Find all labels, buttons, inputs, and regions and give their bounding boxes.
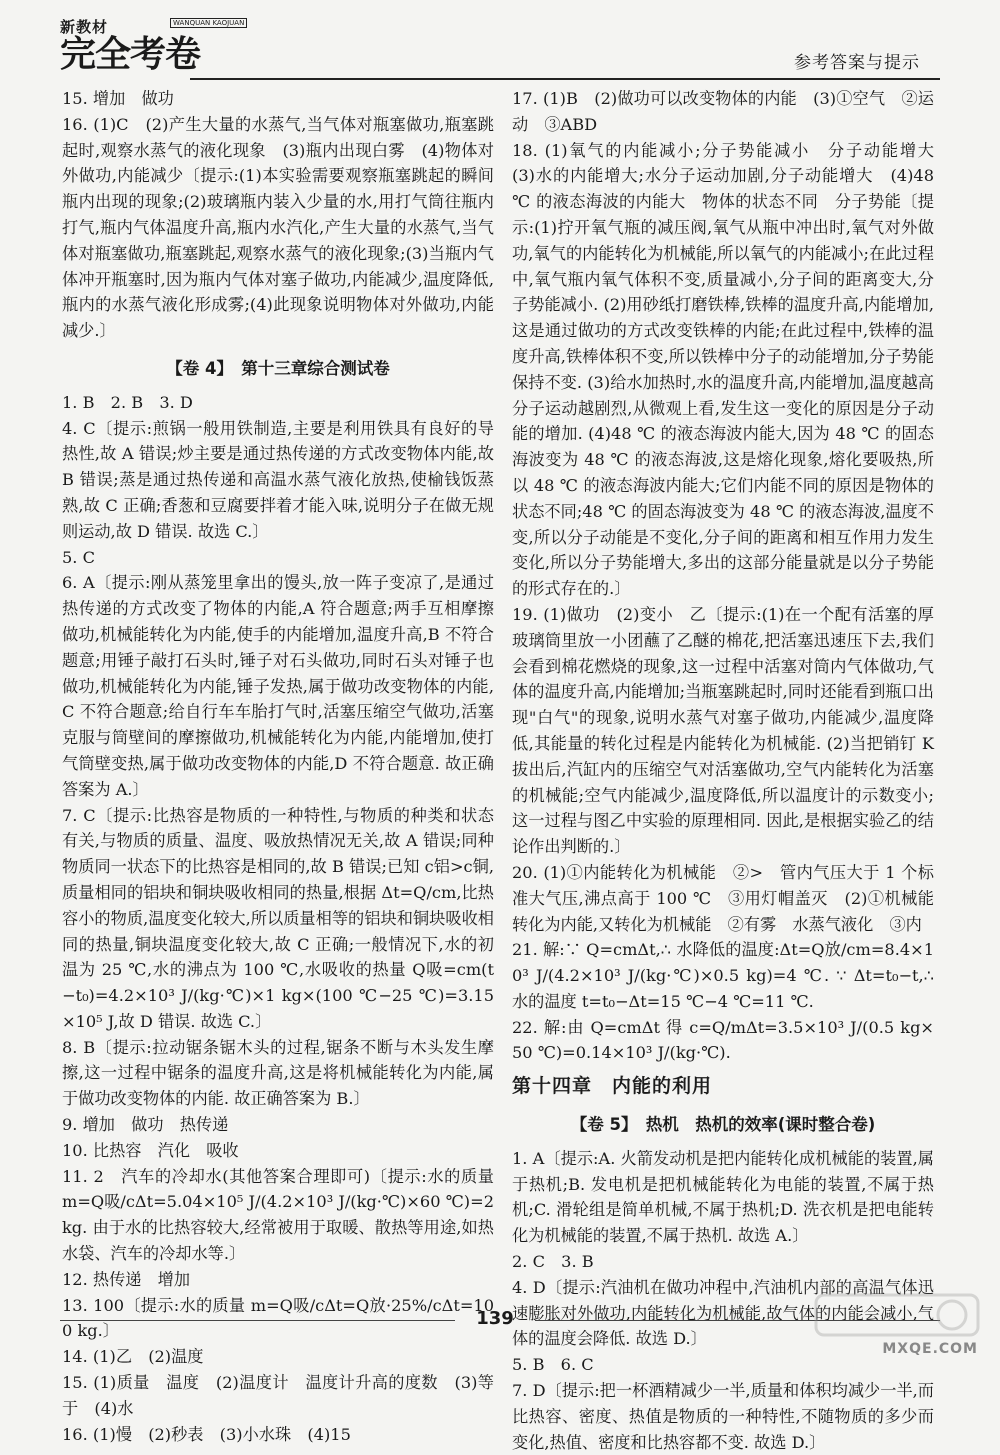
watermark-text: MXQE.COM: [882, 1341, 978, 1357]
answer-item: 7. C〔提示:比热容是物质的一种特性,与物质的种类和状态有关,与物质的质量、温度、吸放热情况无关,故 A 错误;同种物质同一状态下的比热容是相同的,故 B 错误;已知 c铝>c铜,质量相同的铝块和铜块吸收相同的热量,根据 Δt=Q/cm,比热容小的物质,温度变化较大,所以质量相等的铝块和铜块吸收相同的热量,铜块温度变化较大,故 C 正确;一般情况下,水的初温为 25 ℃,水的沸点为 100 ℃,水吸收的热量 Q吸=cm(t−t₀)=4.2×10³ J/(kg·℃)×1 kg×(100 ℃−25 ℃)=3.15×10⁵ J,故 D 错误. 故选 C.〕: [62, 805, 494, 1031]
answer-item: 2. C 3. B: [512, 1252, 594, 1272]
header-divider: [190, 78, 940, 80]
answer-item: 17. (1)B (2)做功可以改变物体的内能 (3)①空气 ②运动 ③ABD: [512, 89, 934, 134]
answer-item: 14. (1)乙 (2)温度: [62, 1347, 204, 1367]
answer-item: 16. (1)C (2)产生大量的水蒸气,当气体对瓶塞做功,瓶塞跳起时,观察水蒸气的液化现象 (3)瓶内出现白雾 (4)物体对外做功,内能减少〔提示:(1)本实验需要观察瓶塞跳起的瞬间瓶内出现的现象;(2)玻璃瓶内装入少量的水,用打气筒往瓶内打气,瓶内气体温度升高,瓶内水汽化,产生大量的水蒸气,当气体对瓶塞做功,瓶塞跳起,观察水蒸气的液化现象;(3)当瓶内气体冲开瓶塞时,因为瓶内气体对塞子做功,内能减少,温度降低,瓶内的水蒸气液化形成雾;(4)此现象说明物体对外做功,内能减少.〕: [62, 114, 494, 341]
answer-item: 4. D〔提示:汽油机在做功冲程中,汽油机内部的高温气体迅速膨胀对外做功,内能转化为机械能,故气体的内能会减小,气体的温度会降低. 故选 D.〕: [512, 1277, 934, 1349]
answer-item: 1. A〔提示:A. 火箭发动机是把内能转化成机械能的装置,属于热机;B. 发电机是把机械能转化为电能的装置,不属于热机;C. 滑轮组是简单机械,不属于热机;D. 洗衣机是把电能转化为机械能的装置,不属于热机. 故选 A.〕: [512, 1148, 934, 1246]
brand-subtitle: 新教材: [60, 18, 109, 36]
section-heading: 【卷 5】 热机 热机的效率(课时整合卷): [570, 1115, 876, 1135]
left-column: [62, 86, 494, 1447]
answer-item: 19. (1)做功 (2)变小 乙〔提示:(1)在一个配有活塞的厚玻璃筒里放一小团蘸了乙醚的棉花,把活塞迅速压下去,我们会看到棉花燃烧的现象,这一过程中活塞对筒内气体做功,气体的温度升高,内能增加;当瓶塞跳起时,同时还能看到瓶口出现"白气"的现象,说明水蒸气对塞子做功,内能减少,温度降低,其能量的转化过程是内能转化为机械能. (2)当把销钉 K 拔出后,汽缸内的压缩空气对活塞做功,空气内能转化为活塞的机械能;空气内能减少,温度降低,所以温度计的示数变小;这一过程与图乙中实验的原理相同. 因此,是根据实验乙的结论作出判断的.〕: [512, 604, 934, 857]
answer-item: 18. (1)氧气的内能减小;分子势能减小 分子动能增大 (3)水的内能增大;水分子运动加剧,分子动能增大 (4)48 ℃ 的液态海波的内能大 物体的状态不同 分子势能〔提示:(1)拧开氧气瓶的减压阀,氧气从瓶中冲出时,氧气对外做功,氧气的内能转化为机械能,所以氧气的内能减小;在此过程中,氧气瓶内氧气体积不变,质量减小,分子间的距离变大,分子势能减小. (2)用砂纸打磨铁棒,铁棒的温度升高,内能增加,这是通过做功的方式改变铁棒的内能;在此过程中,铁棒的温度升高,铁棒体积不变,所以铁棒中分子的动能增加,分子势能保持不变. (3)给水加热时,水的温度升高,内能增加,温度越高分子运动越剧烈,从微观上看,发生这一变化的原因是分子动能的增加. (4)48 ℃ 的液态海波内能大,因为 48 ℃ 的固态海波变为 48 ℃ 的液态海波,这是熔化现象,熔化要吸热,所以 48 ℃ 的液态海波内能大;它们内能不同的原因是物体的状态不同;48 ℃ 的固态海波变为 48 ℃ 的液态海波,温度不变,所以分子动能是不变化,分子间的距离和相互作用力发生变化,所以分子势能增大,多出的这部分能量就是以分子势能的形式存在的.〕: [512, 140, 951, 599]
answer-item: 11. 2 汽车的冷却水(其他答案合理即可)〔提示:水的质量 m=Q吸/cΔt=5.04×10⁵ J/(4.2×10³ J/(kg·℃)×60 ℃)=2 kg. 由于水的比热容较大,经常被用于取暖、散热等用途,如热水袋、汽车的冷却水等.〕: [62, 1166, 494, 1264]
chapter-heading: 第十四章 内能的利用: [512, 1075, 713, 1098]
footer-divider-left: [60, 1320, 455, 1321]
answer-item: 6. A〔提示:刚从蒸笼里拿出的馒头,放一阵子变凉了,是通过热传递的方式改变了物体的内能,A 符合题意;两手互相摩擦做功,机械能转化为内能,使手的内能增加,温度升高,B 不符合题意;用锤子敲打石头时,锤子对石头做功,同时石头对锤子也做功,机械能转化为内能,锤子发热,属于做功改变物体的内能,C 不符合题意;给自行车车胎打气时,活塞压缩空气做功,活塞克服与筒壁间的摩擦做功,机械能转化为内能,内能增加,使打气筒壁变热,属于做功改变物体的内能,D 不符合题意. 故正确答案为 A.〕: [62, 573, 494, 799]
answer-item: 20. (1)①内能转化为机械能 ②> 管内气压大于 1 个标准大气压,沸点高于 100 ℃ ③用灯帽盖灭 (2)①机械能转化为内能,又转化为机械能 ②有雾 水蒸气液化 ③内: [512, 862, 934, 934]
page-header: [60, 14, 940, 78]
answer-item: 10. 比热容 汽化 吸收: [62, 1140, 239, 1160]
answer-item: 9. 增加 做功 热传递: [62, 1115, 229, 1135]
answer-item: 13. 100〔提示:水的质量 m=Q吸/cΔt=Q放·25%/cΔt=100 kg.〕: [62, 1295, 494, 1341]
answer-item: 1. B 2. B 3. D: [62, 392, 193, 412]
section-heading: 【卷 4】 第十三章综合测试卷: [166, 358, 390, 378]
answer-item: 4. C〔提示:煎锅一般用铁制造,主要是利用铁具有良好的导热性,故 A 错误;炒主要是通过热传递的方式改变物体内能,故 B 错误;蒸是通过热传递和高温水蒸气液化放热,使榆钱饭蒸熟,故 C 正确;香葱和豆腐要拌着才能入味,说明分子在做无规则运动,故 D 错误. 故选 C.〕: [62, 418, 494, 541]
right-column: [512, 86, 951, 1455]
brand-logo: 完全考卷: [60, 34, 201, 75]
brand-pinyin: WANQUAN KAOJUAN: [170, 18, 247, 28]
page-number: 139: [476, 1308, 514, 1329]
page-footer: [60, 1300, 940, 1340]
page-section-title: 参考答案与提示: [794, 53, 920, 73]
answer-item: 22. 解:由 Q=cmΔt 得 c=Q/mΔt=3.5×10³ J/(0.5 kg×50 ℃)=0.14×10³ J/(kg·℃).: [512, 1017, 934, 1063]
answer-item: 21. 解:∵ Q=cmΔt,∴ 水降低的温度:Δt=Q放/cm=8.4×10³ J/(4.2×10³ J/(kg·℃)×0.5 kg)=4 ℃. ∵ Δt=t₀−t,∴ 水的温度 t=t₀−Δt=15 ℃−4 ℃=11 ℃.: [512, 940, 934, 1011]
answer-item: 15. (1)质量 温度 (2)温度计 温度计升高的度数 (3)等于 (4)水: [62, 1373, 494, 1418]
answer-item: 5. B 6. C: [512, 1355, 594, 1375]
answer-item: 15. 增加 做功: [62, 89, 174, 108]
answer-item: 12. 热传递 增加: [62, 1269, 191, 1289]
answer-item: 8. B〔提示:拉动锯条锯木头的过程,锯条不断与木头发生摩擦,这一过程中锯条的温度升高,这是将机械能转化为内能,属于做功改变物体的内能. 故正确答案为 B.〕: [62, 1037, 494, 1109]
answer-item: 5. C: [62, 547, 95, 567]
answer-item: 16. (1)慢 (2)秒表 (3)小水珠 (4)15: [62, 1424, 351, 1444]
answer-item: 7. D〔提示:把一杯酒精减少一半,质量和体积均减少一半,而比热容、密度、热值是物质的一种特性,不随物质的多少而变化,热值、密度和比热容都不变. 故选 D.〕: [512, 1381, 934, 1452]
